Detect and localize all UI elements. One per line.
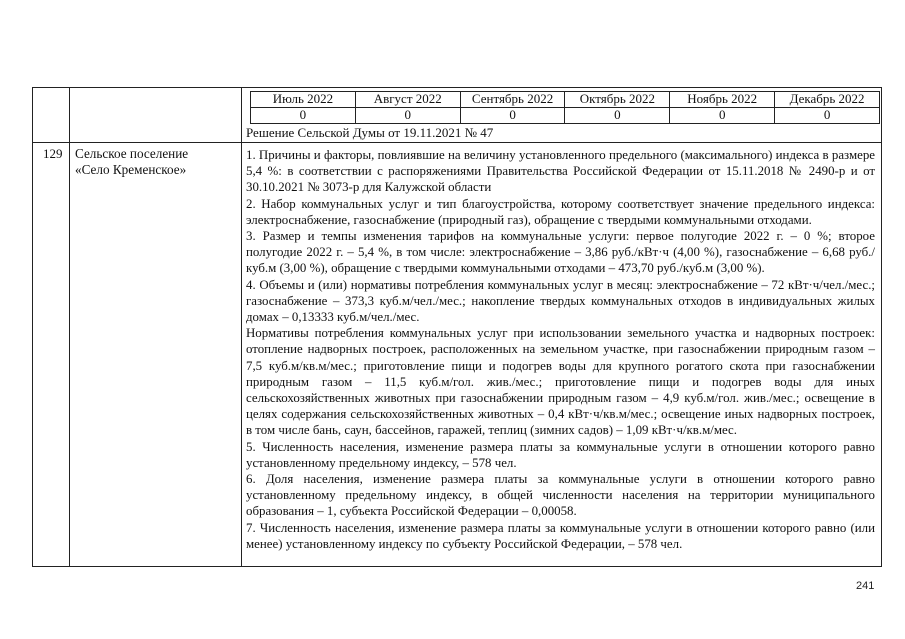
month-header-row bbox=[251, 92, 880, 108]
month-header: Ноябрь 2022 bbox=[670, 92, 775, 108]
settlement-name-cell bbox=[70, 143, 242, 567]
monthly-index-table bbox=[250, 91, 880, 124]
month-value: 0 bbox=[565, 108, 670, 124]
table-row bbox=[33, 143, 882, 567]
month-value: 0 bbox=[775, 108, 880, 124]
decision-reference: Решение Сельской Думы от 19.11.2021 № 47 bbox=[246, 125, 494, 140]
empty-name-cell bbox=[70, 88, 242, 143]
paragraph-land-norms: Нормативы потребления коммунальных услуг при использовании земельного участка и надворных построек: отопление надворных построек, расположенных на земельном участке, при газоснабжении природным газом – 7,5 куб.м/кв.м/мес.; приготовление пищи и подогрев воды для крупного рогатого скота при газоснабжении природным газом – 11,5 куб.м/гол. жив./мес.; приготовление пищи и подогрев воды для иных сельскохозяйственных животных при газоснабжении природным газом – 4,9 куб.м/гол. жив./мес.; освещение в целях содержания сельскохозяйственных животных – 0,4 кВт·ч/кв.м/мес.; освещение иных надворных построек, в том числе бань, саун, бассейнов, гаражей, теплиц (зимних садов) – 1,09 кВт·ч/кв.м/мес. bbox=[246, 326, 875, 438]
paragraph-population-regional: 7. Численность населения, изменение размера платы за коммунальные услуги в отношении которого равно (или менее) установленному индексу по субъекту Российской Федерации, – 578 чел. bbox=[246, 520, 875, 551]
settlement-name-line: «Село Кременское» bbox=[75, 162, 187, 177]
month-value-row bbox=[251, 108, 880, 124]
month-header: Сентябрь 2022 bbox=[460, 92, 565, 108]
row-number: 129 bbox=[33, 143, 70, 567]
month-value: 0 bbox=[251, 108, 356, 124]
month-value: 0 bbox=[460, 108, 565, 124]
month-header: Июль 2022 bbox=[251, 92, 356, 108]
settlement-name-line: Сельское поселение bbox=[75, 146, 189, 161]
monthly-index-cell bbox=[242, 88, 882, 143]
paragraph-tariffs: 3. Размер и темпы изменения тарифов на коммунальные услуги: первое полугодие 2022 г. – 0 %; второе полугодие 2022 г. – 5,4 %, в том числе: электроснабжение – 3,86 руб./кВт·ч (4,00 %), газоснабжение – 6,68 руб./куб.м (3,00 %), обращение с твердыми коммунальными отходами – 473,70 руб./куб.м (3,00 %). bbox=[246, 229, 875, 276]
paragraph-population: 5. Численность населения, изменение размера платы за коммунальные услуги в отношении которого равно установленному предельному индексу, – 578 чел. bbox=[246, 439, 875, 470]
paragraph-services: 2. Набор коммунальных услуг и тип благоустройства, которому соответствует значение предельного индекса: электроснабжение, газоснабжение (природный газ), обращение с твердыми коммунальными отходами. bbox=[246, 196, 875, 227]
table-row-header bbox=[33, 88, 882, 143]
justification-cell bbox=[242, 143, 882, 567]
month-header: Декабрь 2022 bbox=[775, 92, 880, 108]
paragraph-volumes: 4. Объемы и (или) нормативы потребления коммунальных услуг в месяц: электроснабжение – 72 кВт·ч/чел./мес.; газоснабжение – 373,3 куб.м/чел./мес.; накопление твердых коммунальных отходов в индивидуальных жилых домах – 0,13333 куб.м/чел./мес. bbox=[246, 277, 875, 325]
month-value: 0 bbox=[670, 108, 775, 124]
month-header: Август 2022 bbox=[355, 92, 460, 108]
empty-number-cell bbox=[33, 88, 70, 143]
month-header: Октябрь 2022 bbox=[565, 92, 670, 108]
month-value: 0 bbox=[355, 108, 460, 124]
tariff-table bbox=[32, 87, 882, 567]
paragraph-share: 6. Доля населения, изменение размера платы за коммунальные услуги в отношении которого равно установленному предельному индексу, в общей численности населения на территории муниципального образования – 1, субъекта Российской Федерации – 0,00058. bbox=[246, 472, 875, 519]
page-number: 241 bbox=[856, 580, 875, 592]
paragraph-reasons: 1. Причины и факторы, повлиявшие на величину установленного предельного (максимального) индекса в размере 5,4 %: в соответствии с распоряжениями Правительства Российской Федерации от 15.11.2018 № 2490-р и от 30.10.2021 № 3073-р для Калужской области bbox=[246, 148, 875, 195]
